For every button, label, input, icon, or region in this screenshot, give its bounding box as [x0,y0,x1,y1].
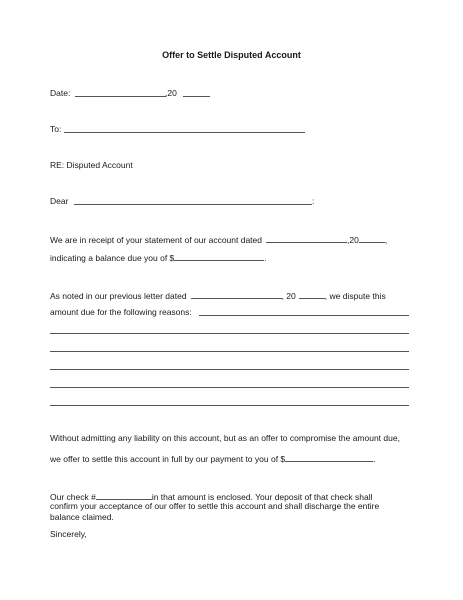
previous-letter-line-2: amount due for the following reasons: [50,307,192,317]
statement-line-1-text: We are in receipt of your statement of our account dated [50,235,262,245]
previous-letter-year-prefix: , 20 [281,291,296,301]
offer-line-2 [50,452,376,465]
previous-letter-line-1-text: As noted in our previous letter dated [50,291,187,301]
statement-year-field[interactable] [359,233,388,245]
reasons-field-4[interactable] [50,369,409,370]
date-label: Date: [50,88,71,98]
check-line-1-suffix: in that amount is enclosed. Your deposit of that check shall [151,492,373,502]
previous-letter-date-field[interactable] [191,289,282,299]
reasons-field-6[interactable] [50,405,409,406]
check-number-field[interactable] [96,490,152,500]
check-line-1-prefix: Our check # [50,492,96,502]
to-field[interactable] [64,132,305,133]
re-line: RE: Disputed Account [50,160,133,170]
check-line-2: confirm your acceptance of our offer to settle this account and shall discharge the entire [50,501,380,511]
previous-letter-year-field[interactable] [299,289,325,299]
previous-letter-line-1 [50,289,386,302]
reasons-field-2[interactable] [50,333,409,334]
offer-line-1: Without admitting any liability on this account, but as an offer to compromise the amount due, [50,433,400,443]
dear-field[interactable] [74,204,312,205]
statement-line-2-text: indicating a balance due you of $ [50,253,175,263]
statement-line-2-end: . [264,253,267,263]
offer-line-2-end: . [373,454,376,464]
dear-label: Dear [50,196,69,206]
dear-end: : [312,196,315,206]
date-year-field[interactable] [183,96,210,97]
offer-line-2-text: we offer to settle this account in full by our payment to you of $ [50,454,286,464]
statement-year-prefix: ,20 [347,235,359,245]
statement-line-1 [50,233,387,246]
reasons-field-1[interactable] [199,315,409,316]
statement-line-1-end: , [384,235,388,245]
statement-line-2 [50,251,267,264]
date-year-prefix: ,20 [165,88,177,98]
reasons-field-5[interactable] [50,387,409,388]
balance-field[interactable] [174,251,267,263]
closing: Sincerely, [50,529,87,539]
statement-date-field[interactable] [266,233,347,243]
check-line-3: balance claimed. [50,512,114,522]
date-field[interactable] [75,96,166,97]
offer-amount-field[interactable] [285,452,376,464]
to-label: To: [50,124,62,134]
reasons-field-3[interactable] [50,351,409,352]
previous-letter-line-1-end: , we dispute this [324,291,386,301]
document-title: Offer to Settle Disputed Account [162,50,301,60]
